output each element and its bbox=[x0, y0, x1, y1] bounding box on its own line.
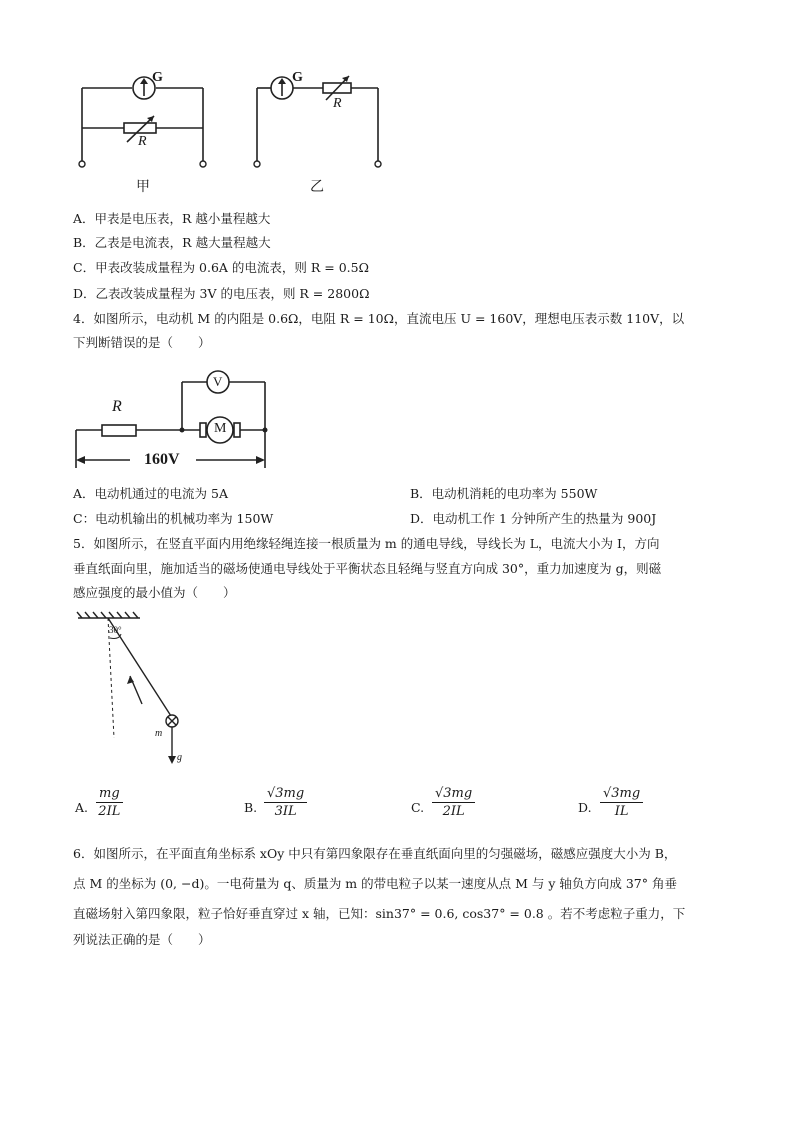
q4-r-label: R bbox=[112, 398, 122, 415]
q6-line1: 6．如图所示，在平面直角坐标系 xOy 中只有第四象限存在垂直纸面向里的匀强磁场，磁感应强度大小为 B， bbox=[73, 846, 677, 861]
q5-option-b-letter: B. bbox=[244, 800, 258, 815]
q5-option-b-fraction bbox=[264, 786, 307, 819]
q4-m-label: M bbox=[214, 421, 227, 436]
q5-option-c-letter: C. bbox=[411, 800, 425, 815]
q5-option-b-denominator: 3IL bbox=[274, 804, 297, 819]
q3-option-c: C．甲表改装成量程为 0.6A 的电流表，则 R = 0.5Ω bbox=[73, 260, 369, 275]
jia-caption: 甲 bbox=[136, 179, 150, 195]
q5-option-b-numerator: √3mg bbox=[264, 786, 307, 803]
q5-option-d-denominator: IL bbox=[614, 804, 629, 819]
q3-option-d: D．乙表改装成量程为 3V 的电压表，则 R = 2800Ω bbox=[73, 286, 370, 301]
yi-g-label: G bbox=[292, 70, 303, 85]
jia-g-label: G bbox=[152, 70, 163, 85]
q5-option-a-fraction bbox=[96, 786, 123, 819]
q4-option-b: B．电动机消耗的电功率为 550W bbox=[410, 486, 598, 501]
q5-option-a-numerator: mg bbox=[96, 786, 123, 803]
q4-option-c: C：电动机输出的机械功率为 150W bbox=[73, 511, 274, 526]
q3-option-a: A．甲表是电压表，R 越小量程越大 bbox=[73, 211, 271, 226]
q5-option-d-letter: D. bbox=[578, 800, 592, 815]
q5-gravity-label: g bbox=[177, 752, 182, 763]
q5-option-d-numerator: √3mg bbox=[600, 786, 643, 803]
yi-caption: 乙 bbox=[310, 179, 324, 195]
q5-option-d-fraction bbox=[600, 786, 643, 819]
q4-option-a: A．电动机通过的电流为 5A bbox=[73, 486, 228, 501]
q6-line2: 点 M 的坐标为 (0, −d)。一电荷量为 q、质量为 m 的带电粒子以某一速度从点 M 与 y 轴负方向成 37° 角垂 bbox=[73, 876, 677, 891]
q5-stem-line2: 垂直纸面向里，施加适当的磁场使通电导线处于平衡状态且轻绳与竖直方向成 30°，重力加速度为 g，则磁 bbox=[73, 561, 662, 576]
q5-stem-line3: 感应强度的最小值为（ ） bbox=[73, 585, 236, 600]
q4-option-d: D．电动机工作 1 分钟所产生的热量为 900J bbox=[410, 511, 657, 526]
q5-mass-label: m bbox=[155, 728, 163, 739]
q3-option-b: B．乙表是电流表，R 越大量程越大 bbox=[73, 235, 271, 250]
q5-angle-label: 30° bbox=[109, 625, 122, 635]
q4-v-label: V bbox=[213, 374, 223, 389]
q5-option-a-denominator: 2IL bbox=[98, 804, 121, 819]
circuit-yi-figure bbox=[245, 60, 395, 195]
q4-stem-line1: 4．如图所示，电动机 M 的内阻是 0.6Ω，电阻 R = 10Ω，直流电压 U = 160V，理想电压表示数 110V，以 bbox=[73, 311, 685, 326]
jia-r-label: R bbox=[138, 134, 147, 149]
q4-stem-line2: 下判断错误的是（ ） bbox=[73, 335, 211, 350]
q6-line3: 直磁场射入第四象限，粒子恰好垂直穿过 x 轴，已知：sin37° = 0.6, cos37° = 0.8 。若不考虑粒子重力，下 bbox=[73, 906, 686, 921]
q5-option-c-fraction bbox=[432, 786, 475, 819]
q5-option-a-letter: A. bbox=[75, 800, 89, 815]
q5-stem-line1: 5．如图所示，在竖直平面内用绝缘轻绳连接一根质量为 m 的通电导线，导线长为 L，电流大小为 I，方向 bbox=[73, 536, 660, 551]
yi-r-label: R bbox=[333, 96, 342, 111]
pendulum-wire-figure bbox=[72, 610, 202, 770]
q5-option-c-numerator: √3mg bbox=[432, 786, 475, 803]
q6-line4: 列说法正确的是（ ） bbox=[73, 932, 211, 947]
q4-voltage-label: 160V bbox=[144, 451, 180, 468]
circuit-jia-figure bbox=[70, 60, 220, 195]
q5-option-c-denominator: 2IL bbox=[442, 804, 465, 819]
